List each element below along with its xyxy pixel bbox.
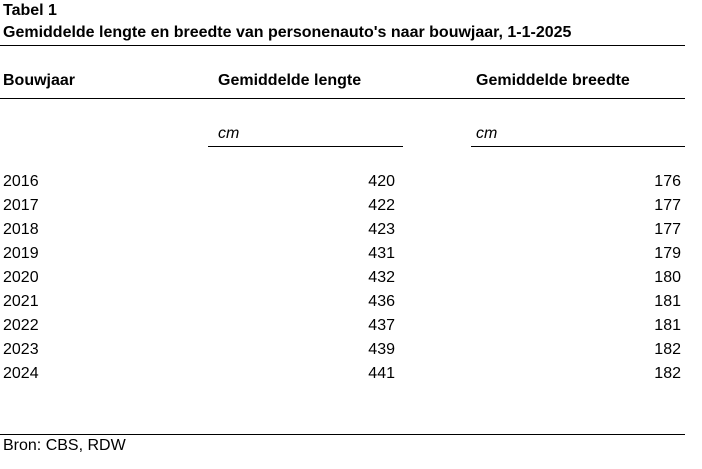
cell-year: 2022 [3, 317, 39, 334]
cell-width: 179 [654, 245, 681, 262]
table-title: Gemiddelde lengte en breedte van personenauto's naar bouwjaar, 1-1-2025 [3, 24, 572, 41]
unit-rule-length [208, 146, 403, 147]
header-rule [0, 98, 685, 99]
cell-length: 432 [368, 269, 395, 286]
top-rule [0, 45, 685, 46]
source-note: Bron: CBS, RDW [3, 437, 126, 454]
column-header-length: Gemiddelde lengte [218, 72, 362, 89]
unit-rule-width [471, 146, 685, 147]
column-header-width: Gemiddelde breedte [476, 72, 630, 89]
cell-length: 420 [368, 173, 395, 190]
cell-width: 180 [654, 269, 681, 286]
cell-year: 2021 [3, 293, 39, 310]
cell-year: 2023 [3, 341, 39, 358]
cell-width: 182 [654, 365, 681, 382]
cell-width: 181 [654, 293, 681, 310]
cell-length: 441 [368, 365, 395, 382]
cell-length: 423 [368, 221, 395, 238]
cell-length: 436 [368, 293, 395, 310]
cell-width: 176 [654, 173, 681, 190]
cell-year: 2019 [3, 245, 39, 262]
cell-width: 182 [654, 341, 681, 358]
unit-length: cm [218, 125, 240, 142]
cell-year: 2018 [3, 221, 39, 238]
bottom-rule [0, 434, 685, 435]
cell-width: 177 [654, 221, 681, 238]
cell-length: 431 [368, 245, 395, 262]
table-number: Tabel 1 [3, 2, 57, 19]
cell-year: 2020 [3, 269, 39, 286]
cell-width: 181 [654, 317, 681, 334]
cell-year: 2016 [3, 173, 39, 190]
cell-length: 437 [368, 317, 395, 334]
unit-width: cm [476, 125, 498, 142]
cell-year: 2017 [3, 197, 39, 214]
column-header-year: Bouwjaar [3, 72, 76, 89]
cell-year: 2024 [3, 365, 39, 382]
cell-length: 422 [368, 197, 395, 214]
cell-length: 439 [368, 341, 395, 358]
cell-width: 177 [654, 197, 681, 214]
